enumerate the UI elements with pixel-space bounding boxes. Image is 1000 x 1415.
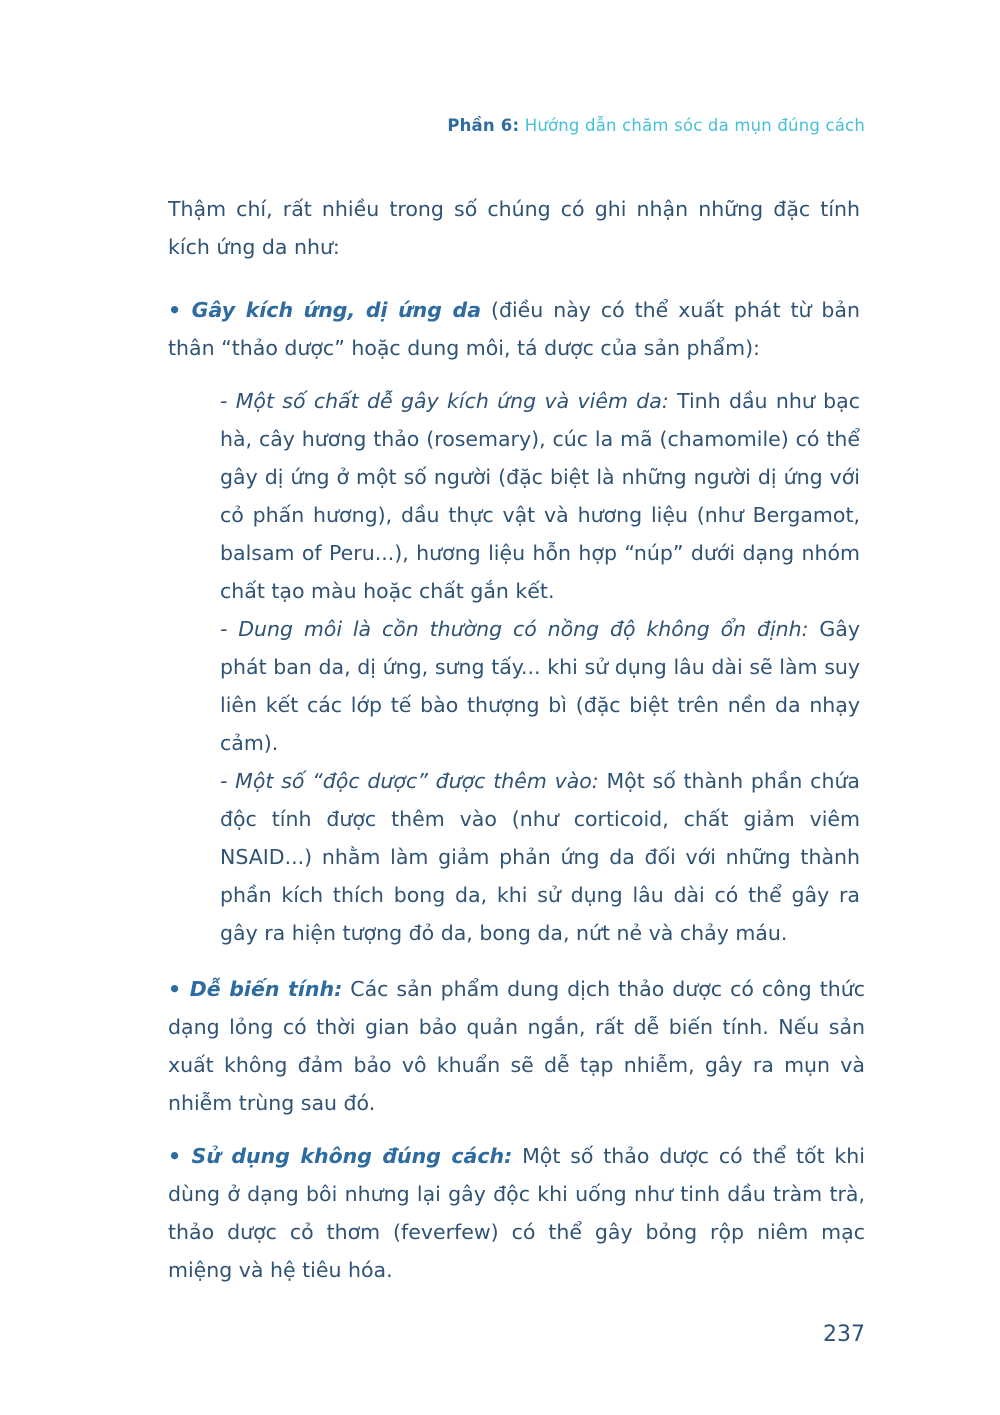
part-title: Hướng dẫn chăm sóc da mụn đúng cách <box>524 116 865 135</box>
intro-paragraph: Thậm chí, rất nhiều trong số chúng có ghi nhận những đặc tính kích ứng da như: <box>168 197 860 259</box>
part-label: Phần 6: <box>447 116 520 135</box>
sub-item-lead: - Một số “độc dược” được thêm vào: <box>220 769 599 793</box>
sub-item-lead: - Dung môi là cồn thường có nồng độ không ổn định: <box>220 617 809 641</box>
sub-item-text: Một số thành phần chứa độc tính được thêm vào (như corticoid, chất giảm viêm NSAID...) nhằm làm giảm phản ứng da đối với những thành phần kích thích bong da, khi sử dụng lâu dài có thể gây ra gây ra hiện tượng đỏ da, bong da, nứt nẻ và chảy máu. <box>220 769 860 945</box>
bullet-text: (điều này có thể xuất phát từ bản thân “thảo dược” hoặc dung môi, tá dược của sản phẩm): <box>168 298 860 360</box>
bullet-text: Một số thảo dược có thể tốt khi dùng ở dạng bôi nhưng lại gây độc khi uống như tinh dầu tràm trà, thảo dược cỏ thơm (feverfew) có thể gây bỏng rộp niêm mạc miệng và hệ tiêu hóa. <box>168 1144 865 1282</box>
sub-item-text: Gây phát ban da, dị ứng, sưng tấy... khi sử dụng lâu dài sẽ làm suy liên kết các lớp tế bào thượng bì (đặc biệt trên nền da nhạy cảm). <box>220 617 860 755</box>
sub-list <box>220 382 860 952</box>
bullet-lead: • Gây kích ứng, dị ứng da <box>168 298 482 322</box>
sub-item-toxic-additives <box>220 762 860 952</box>
page-body <box>168 190 865 1289</box>
bullet-denaturation <box>168 970 865 1122</box>
page-number: 237 <box>823 1322 865 1347</box>
sub-item-lead: - Một số chất dễ gây kích ứng và viêm da: <box>220 389 669 413</box>
sub-item-irritants <box>220 382 860 610</box>
bullet-lead: • Sử dụng không đúng cách: <box>168 1144 513 1168</box>
sub-item-text: Tinh dầu như bạc hà, cây hương thảo (rosemary), cúc la mã (chamomile) có thể gây dị ứng ở một số người (đặc biệt là những người dị ứng với cỏ phấn hương), dầu thực vật và hương liệu (như Bergamot, balsam of Peru...), hương liệu hỗn hợp “núp” dưới dạng nhóm chất tạo màu hoặc chất gắn kết. <box>220 389 860 603</box>
bullet-lead: • Dễ biến tính: <box>168 977 343 1001</box>
bullet-text: Các sản phẩm dung dịch thảo dược có công thức dạng lỏng có thời gian bảo quản ngắn, rất dễ biến tính. Nếu sản xuất không đảm bảo vô khuẩn sẽ dễ tạp nhiễm, gây ra mụn và nhiễm trùng sau đó. <box>168 977 865 1115</box>
bullet-misuse <box>168 1137 865 1289</box>
bullet-irritation <box>168 291 860 367</box>
sub-item-alcohol-solvent <box>220 610 860 762</box>
running-header <box>447 116 865 135</box>
